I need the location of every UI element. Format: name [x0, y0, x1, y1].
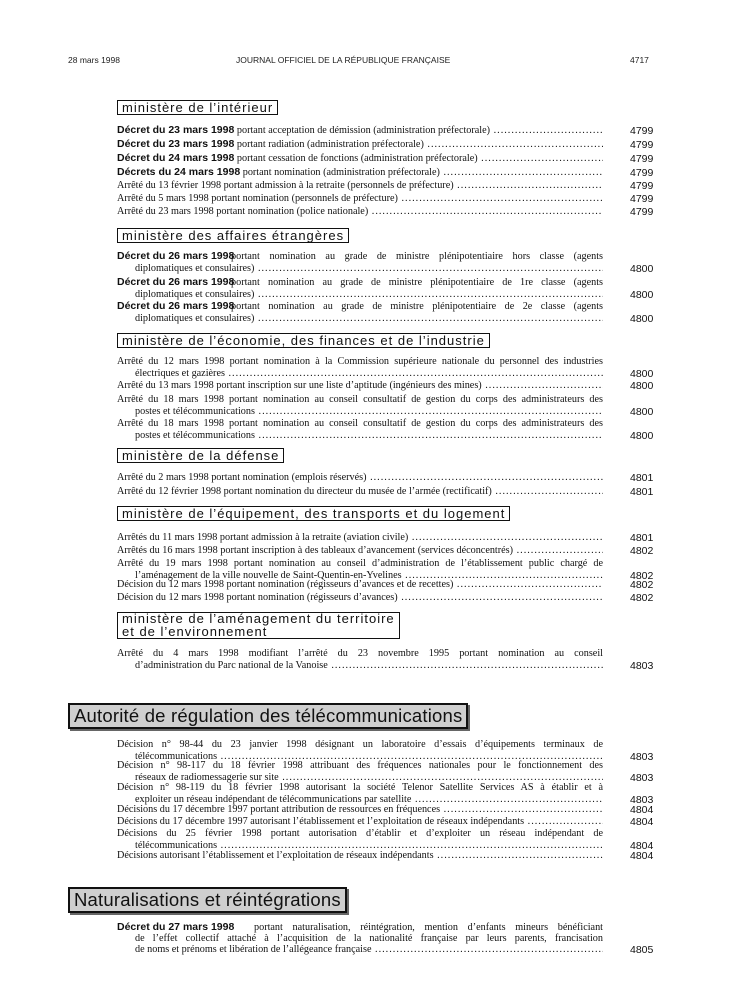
entry-page-number: 4799 [630, 167, 654, 179]
entry-text-line-2: électriques et gazières ..... [135, 368, 603, 380]
section-heading-amenagement [117, 612, 400, 639]
entry-body: Décisions du 17 décembre 1997 portant attribution de ressources en fréquences [117, 804, 441, 815]
entry-page-number: 4800 [630, 380, 654, 392]
entry-page-number: 4801 [630, 486, 654, 498]
entry-bold-lead: Décret du 26 mars 1998 [117, 276, 235, 288]
entry-body: Décision du 12 mars 1998 portant nomination (régisseurs d’avances) [117, 592, 398, 603]
entry-text [117, 193, 603, 205]
entry-text [117, 472, 603, 484]
entry-text-line-2: de l’effet collectif attaché à l’acquisition de la nationalité française par leurs parents, francisation [135, 933, 603, 944]
entry-text-line-2: postes et télécommunications ..... [135, 430, 603, 442]
entry-page-number: 4803 [630, 794, 654, 806]
section-heading-amenagement-line-1: ministère de l’aménagement du territoire [122, 611, 395, 626]
entry-page-number: 4804 [630, 840, 654, 852]
entry-text-line-2: diplomatiques et consulaires) ..... [135, 263, 603, 275]
entry-page-number: 4800 [630, 313, 654, 325]
toc-entry [117, 760, 603, 784]
entry-page-number: 4804 [630, 816, 654, 828]
entry-text [117, 153, 603, 165]
section-heading-amenagement-line-2: et de l’environnement [122, 623, 268, 639]
entry-text [117, 486, 603, 498]
header-page-number: 4717 [630, 55, 649, 65]
entry-text [117, 532, 603, 544]
toc-entry [117, 356, 603, 380]
entry-body: Arrêtés du 11 mars 1998 portant admission à la retraite (aviation civile) [117, 532, 409, 543]
entry-page-number: 4804 [630, 804, 654, 816]
entry-text [117, 167, 603, 179]
entry-page-number: 4800 [630, 430, 654, 442]
entry-text-line-1: portant nomination au grade de ministre plénipotentiaire de 1re classe (agents [231, 277, 603, 288]
entry-text-line-2: exploiter un réseau indépendant de télécommunications par satellite ..... [135, 794, 603, 806]
entry-text-line-2: postes et télécommunications ..... [135, 406, 603, 418]
entry-text [117, 125, 603, 137]
entry-page-number: 4799 [630, 153, 654, 165]
entry-body: portant acceptation de démission (administration préfectorale) [236, 125, 491, 136]
toc-entry [117, 922, 603, 958]
entry-page-number: 4802 [630, 592, 654, 604]
entry-bold-lead: Décret du 26 mars 1998 [117, 300, 235, 312]
entry-text-line-1: portant nomination au grade de ministre plénipotentiaire de 2e classe (agents [231, 301, 603, 312]
entry-text [117, 180, 603, 192]
entry-page-number: 4800 [630, 289, 654, 301]
entry-page-number: 4802 [630, 545, 654, 557]
entry-text-line-1: Arrêté du 18 mars 1998 portant nomination au conseil consultatif de gestion du corps des administrateurs des [117, 418, 603, 429]
entry-page-number: 4799 [630, 139, 654, 151]
entry-page-number: 4799 [630, 206, 654, 218]
toc-entry [117, 828, 603, 852]
entry-text-line-2: d’administration du Parc national de la Vanoise ..... [135, 660, 603, 672]
entry-text-line-2: l’aménagement de la ville nouvelle de Saint-Quentin-en-Yvelines ..... [135, 570, 603, 582]
entry-page-number: 4805 [630, 944, 654, 956]
entry-text [117, 139, 603, 151]
toc-entry [117, 418, 603, 442]
toc-entry [117, 592, 603, 616]
entry-page-number: 4804 [630, 850, 654, 862]
entry-text-line-1: Décision n° 98-119 du 18 février 1998 autorisant la société Telenor Satellite Services AS à établir et à [117, 782, 603, 793]
entry-text [117, 380, 603, 392]
header-date: 28 mars 1998 [68, 55, 120, 65]
entry-text-line-1: Décision n° 98-117 du 18 février 1998 attribuant des fréquences nationales pour le fonctionnement des [117, 760, 603, 771]
entry-text-line-1: portant nomination au grade de ministre plénipotentiaire hors classe (agents [231, 251, 603, 262]
entry-text [117, 545, 603, 557]
section-heading-affaires-etrangeres: ministère des affaires étrangères [117, 228, 349, 243]
entry-text-line-1: Arrêté du 12 mars 1998 portant nomination à la Commission supérieure nationale du personnel des industries [117, 356, 603, 367]
section-heading-economie: ministère de l’économie, des finances et de l’industrie [117, 333, 490, 348]
entry-page-number: 4802 [630, 579, 654, 591]
entry-page-number: 4803 [630, 772, 654, 784]
entry-text-line-2: diplomatiques et consulaires) ..... [135, 289, 603, 301]
section-heading-equipement: ministère de l’équipement, des transports et du logement [117, 506, 510, 521]
entry-text-line-2: télécommunications ..... [135, 840, 603, 852]
entry-body: Arrêté du 13 février 1998 portant admission à la retraite (personnels de préfecture) [117, 180, 454, 191]
entry-body: Décision du 12 mars 1998 portant nomination (régisseurs d’avances et de recettes) [117, 579, 454, 590]
entry-text [117, 206, 603, 218]
entry-page-number: 4803 [630, 660, 654, 672]
entry-text [117, 804, 603, 816]
section-heading-defense: ministère de la défense [117, 448, 284, 463]
entry-page-number: 4801 [630, 532, 654, 544]
entry-body: Arrêté du 12 février 1998 portant nomination du directeur du musée de l’armée (rectificatif) [117, 486, 492, 497]
entry-text-line-1: Arrêté du 19 mars 1998 portant nomination au conseil d’administration de l’établissement public chargé de [117, 558, 603, 569]
entry-text-line-3: de noms et prénoms et libération de l’allégeance française ..... [135, 944, 603, 956]
entry-page-number: 4802 [630, 570, 654, 582]
entry-bold-lead: Décret du 26 mars 1998 [117, 250, 235, 262]
entry-page-number: 4803 [630, 751, 654, 763]
entry-text-line-1: Décisions du 25 février 1998 portant autorisation d’établir et d’exploiter un réseau indépendant de [117, 828, 603, 839]
entry-body: portant radiation (administration préfectorale) [236, 139, 424, 150]
toc-entry [117, 394, 603, 418]
entry-bold-lead: Décrets du 24 mars 1998 [117, 167, 241, 178]
entry-bold-lead: Décret du 27 mars 1998 [117, 921, 235, 933]
entry-text-line-1: Arrêté du 18 mars 1998 portant nomination au conseil consultatif de gestion du corps des administrateurs des [117, 394, 603, 405]
entry-body: Arrêté du 23 mars 1998 portant nomination (police nationale) [117, 206, 369, 217]
entry-body: Arrêté du 5 mars 1998 portant nomination (personnels de préfecture) [117, 193, 398, 204]
entry-text [117, 579, 603, 591]
entry-page-number: 4799 [630, 180, 654, 192]
entry-page-number: 4800 [630, 368, 654, 380]
section-heading-interieur: ministère de l’intérieur [117, 100, 278, 115]
toc-entry [117, 648, 603, 672]
entry-bold-lead: Décret du 23 mars 1998 [117, 125, 235, 136]
entry-body: Décisions du 17 décembre 1997 autorisant l’établissement et l’exploitation de réseaux indépendants [117, 816, 525, 827]
entry-text-line-1: portant naturalisation, réintégration, mention d’enfants mineurs bénéficiant [254, 922, 603, 933]
entry-body: Arrêtés du 16 mars 1998 portant inscription à des tableaux d’avancement (services déconcentrés) [117, 545, 514, 556]
entry-body: Décisions autorisant l’établissement et l’exploitation de réseaux indépendants [117, 850, 434, 861]
entry-page-number: 4799 [630, 193, 654, 205]
toc-entry [117, 486, 603, 510]
entry-body: Arrêté du 2 mars 1998 portant nomination (emplois réservés) [117, 472, 367, 483]
entry-page-number: 4800 [630, 406, 654, 418]
entry-text-line-2: télécommunications ..... [135, 751, 603, 763]
entry-bold-lead: Décret du 23 mars 1998 [117, 139, 235, 150]
entry-text [117, 816, 603, 828]
entry-text-line-2: diplomatiques et consulaires) ..... [135, 313, 603, 325]
section-heading-telecom-authority: Autorité de régulation des télécommunications [68, 703, 468, 729]
entry-body: portant nomination (administration préfectorale) [242, 167, 440, 178]
entry-bold-lead: Décret du 24 mars 1998 [117, 153, 235, 164]
header-title: JOURNAL OFFICIEL DE LA RÉPUBLIQUE FRANÇAISE [236, 55, 451, 65]
entry-page-number: 4800 [630, 263, 654, 275]
entry-text-line-2: réseaux de radiomessagerie sur site ..... [135, 772, 603, 784]
entry-text [117, 592, 603, 604]
entry-text-line-1: Arrêté du 4 mars 1998 modifiant l’arrêté du 23 novembre 1995 portant nomination au conseil [117, 648, 603, 659]
entry-body: Arrêté du 13 mars 1998 portant inscription sur une liste d’aptitude (ingénieurs des mines) [117, 380, 482, 391]
toc-entry [117, 277, 603, 301]
toc-entry [117, 251, 603, 275]
section-heading-naturalisations: Naturalisations et réintégrations [68, 887, 347, 913]
toc-entry [117, 206, 603, 230]
toc-entry [117, 782, 603, 806]
entry-page-number: 4801 [630, 472, 654, 484]
entry-text-line-1: Décision n° 98-44 du 23 janvier 1998 désignant un laboratoire d’essais d’équipements terminaux de [117, 739, 603, 750]
toc-entry [117, 301, 603, 325]
entry-body: portant cessation de fonctions (administration préfectorale) [236, 153, 478, 164]
toc-entry [117, 850, 603, 874]
entry-page-number: 4799 [630, 125, 654, 137]
entry-text [117, 850, 603, 862]
